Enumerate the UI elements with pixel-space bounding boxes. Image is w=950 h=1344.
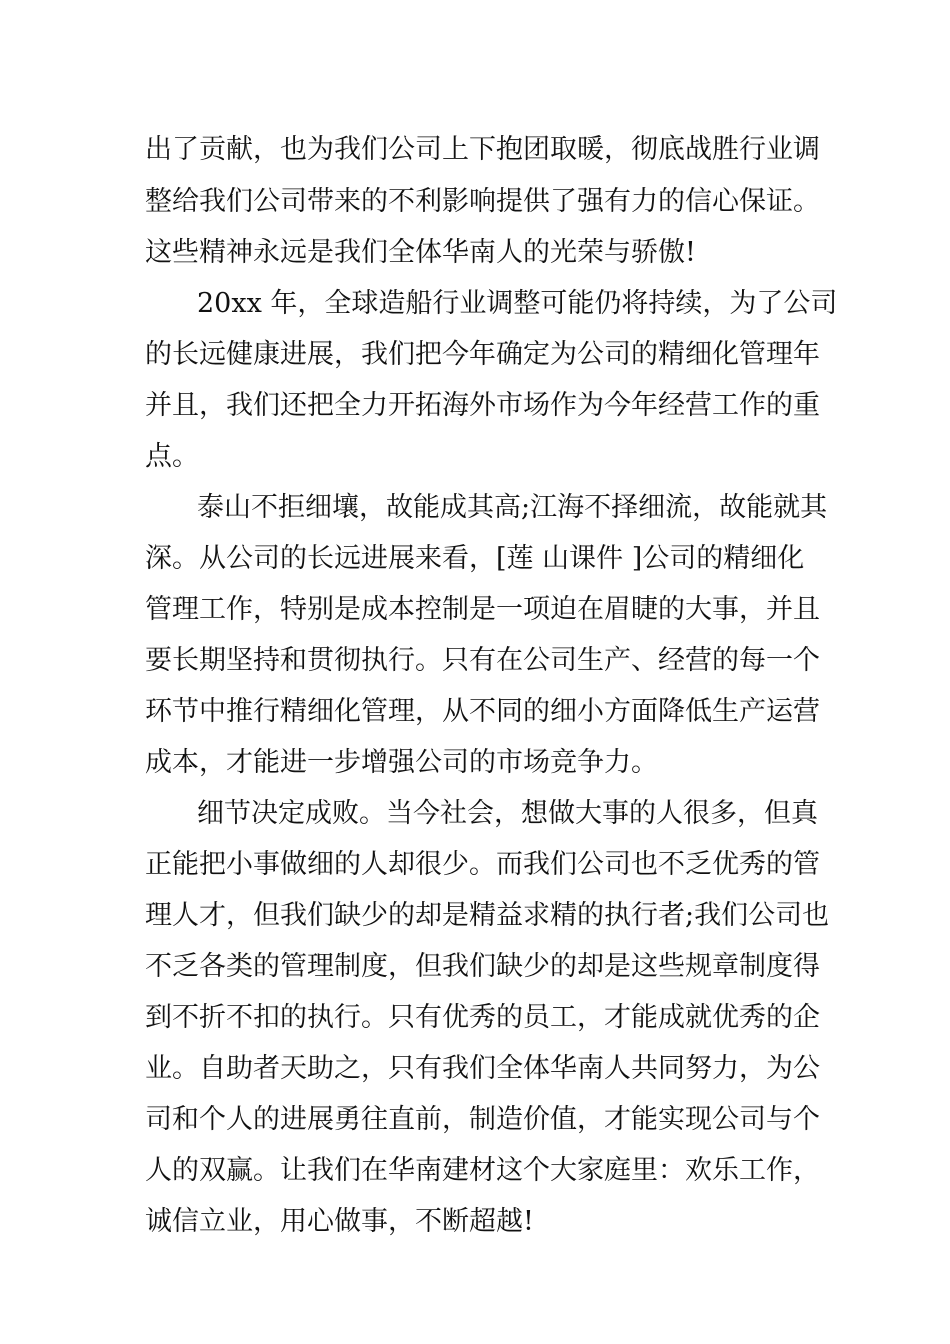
paragraph-start-line: 细节决定成败。当今社会，想做大事的人很多，但真 xyxy=(197,798,818,829)
text-line: 理人才，但我们缺少的却是精益求精的执行者;我们公司也 xyxy=(145,900,830,931)
text-line: 这些精神永远是我们全体华南人的光荣与骄傲! xyxy=(145,237,696,268)
text-line: 环节中推行精细化管理，从不同的细小方面降低生产运营 xyxy=(145,696,820,727)
text-line: 深。从公司的长远进展来看，[莲 山课件 ]公司的精细化 xyxy=(145,543,805,574)
text-line: 诚信立业，用心做事，不断超越! xyxy=(145,1206,534,1237)
text-line: 司和个人的进展勇往直前，制造价值，才能实现公司与个 xyxy=(145,1104,820,1135)
text-line: 整给我们公司带来的不利影响提供了强有力的信心保证。 xyxy=(145,186,820,217)
text-line: 到不折不扣的执行。只有优秀的员工，才能成就优秀的企 xyxy=(145,1002,820,1033)
text-line: 并且，我们还把全力开拓海外市场作为今年经营工作的重 xyxy=(145,390,820,421)
text-line: 业。自助者天助之，只有我们全体华南人共同努力，为公 xyxy=(145,1053,820,1084)
text-line: 不乏各类的管理制度，但我们缺少的却是这些规章制度得 xyxy=(145,951,820,982)
text-line: 要长期坚持和贯彻执行。只有在公司生产、经营的每一个 xyxy=(145,645,820,676)
text-line: 正能把小事做细的人却很少。而我们公司也不乏优秀的管 xyxy=(145,849,820,880)
text-line: 成本，才能进一步增强公司的市场竞争力。 xyxy=(145,747,658,778)
paragraph-start-line: 20xx 年，全球造船行业调整可能仍将持续，为了公司 xyxy=(197,288,838,319)
paragraph-start-line: 泰山不拒细壤，故能成其高;江海不择细流，故能就其 xyxy=(197,492,828,523)
text-line: 人的双赢。让我们在华南建材这个大家庭里：欢乐工作， xyxy=(145,1155,820,1186)
text-line: 的长远健康进展，我们把今年确定为公司的精细化管理年 xyxy=(145,339,820,370)
text-line: 出了贡献，也为我们公司上下抱团取暖，彻底战胜行业调 xyxy=(145,134,820,165)
text-line: 管理工作，特别是成本控制是一项迫在眉睫的大事，并且 xyxy=(145,594,820,625)
text-line: 点。 xyxy=(145,441,199,472)
